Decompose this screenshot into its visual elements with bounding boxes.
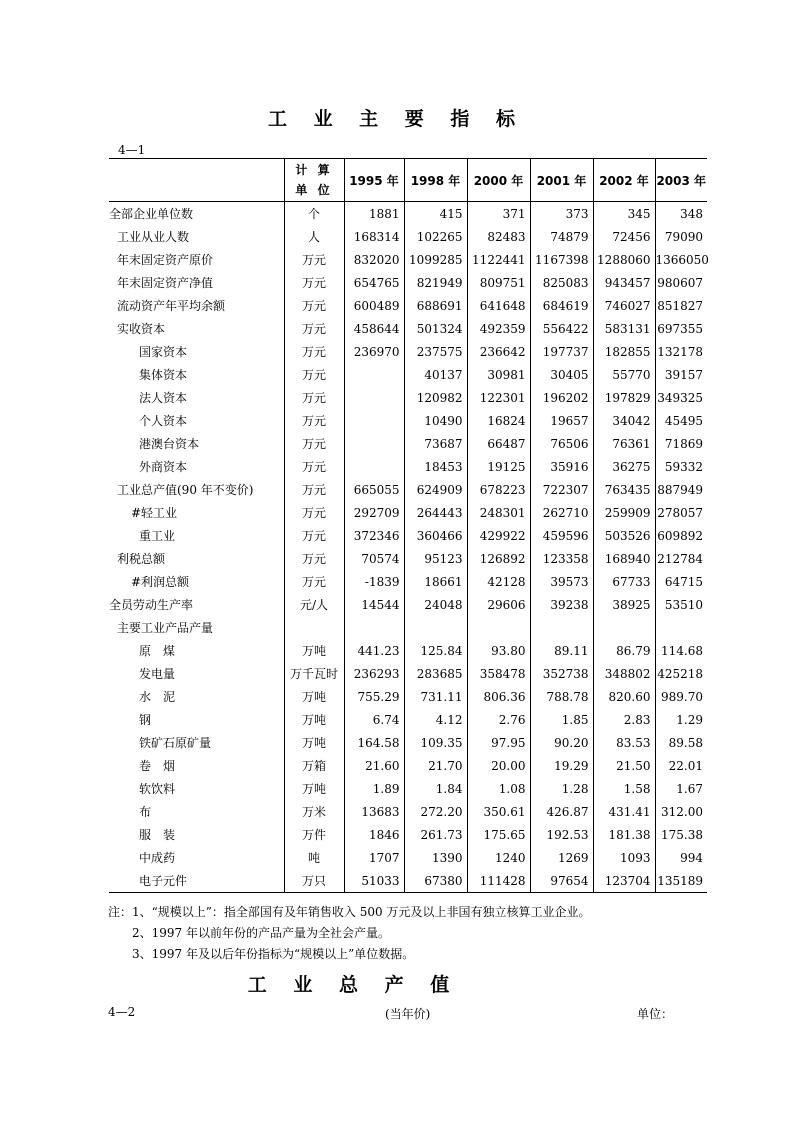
cell-value: 654765 — [344, 271, 404, 294]
year-header: 2000 年 — [467, 159, 530, 202]
cell-value: 851827 — [655, 294, 707, 317]
cell-value: 788.78 — [530, 685, 593, 708]
table-row — [109, 685, 707, 708]
cell-value: 67733 — [593, 570, 655, 593]
cell-value: 236293 — [344, 662, 404, 685]
cell-value: 1.89 — [344, 777, 404, 800]
table-header-row — [109, 159, 707, 202]
cell-value: 114.68 — [655, 639, 707, 662]
row-unit: 万吨 — [284, 777, 344, 800]
table-row — [109, 616, 707, 639]
cell-value: 21.60 — [344, 754, 404, 777]
cell-value: 1846 — [344, 823, 404, 846]
cell-value: 59332 — [655, 455, 707, 478]
unit-header-line1: 计 算 — [295, 163, 333, 177]
row-unit: 人 — [284, 225, 344, 248]
cell-value: 30405 — [530, 363, 593, 386]
cell-value: 86.79 — [593, 639, 655, 662]
cell-value: 348 — [655, 202, 707, 226]
row-label: #轻工业 — [131, 506, 178, 520]
table-row — [109, 248, 707, 271]
cell-value: 175.38 — [655, 823, 707, 846]
cell-value: 95123 — [404, 547, 467, 570]
table-row — [109, 708, 707, 731]
cell-value: 22.01 — [655, 754, 707, 777]
cell-value: 4.12 — [404, 708, 467, 731]
table-row — [109, 593, 707, 616]
cell-value: 97654 — [530, 869, 593, 893]
cell-value: 38925 — [593, 593, 655, 616]
cell-value: 20.00 — [467, 754, 530, 777]
row-unit: 万元 — [284, 478, 344, 501]
row-label: 卷 烟 — [139, 759, 176, 773]
indicator-table — [109, 158, 707, 893]
cell-value: 83.53 — [593, 731, 655, 754]
row-label: 布 — [139, 805, 152, 819]
row-label: 中成药 — [139, 851, 176, 865]
cell-value — [404, 616, 467, 639]
cell-value: 76361 — [593, 432, 655, 455]
row-label: 法人资本 — [139, 391, 188, 405]
row-unit: 万元 — [284, 386, 344, 409]
row-unit: 万吨 — [284, 685, 344, 708]
cell-value: 345 — [593, 202, 655, 226]
cell-value: 1099285 — [404, 248, 467, 271]
cell-value: 39238 — [530, 593, 593, 616]
table-row — [109, 570, 707, 593]
cell-value: 1240 — [467, 846, 530, 869]
cell-value: 665055 — [344, 478, 404, 501]
unit-header-line2: 单 位 — [295, 183, 333, 197]
table-row — [109, 524, 707, 547]
cell-value: 600489 — [344, 294, 404, 317]
cell-value — [344, 432, 404, 455]
year-header: 2001 年 — [530, 159, 593, 202]
cell-value: 248301 — [467, 501, 530, 524]
cell-value: 19657 — [530, 409, 593, 432]
row-label: 全部企业单位数 — [109, 207, 194, 221]
cell-value: 1.08 — [467, 777, 530, 800]
cell-value: 182855 — [593, 340, 655, 363]
cell-value — [344, 363, 404, 386]
cell-value: 441.23 — [344, 639, 404, 662]
table-row — [109, 501, 707, 524]
row-label: 钢 — [139, 713, 152, 727]
cell-value: 53510 — [655, 593, 707, 616]
cell-value: 556422 — [530, 317, 593, 340]
note-line: 2、1997 年以前年份的产品产量为全社会产量。 — [132, 926, 390, 940]
table-row — [109, 455, 707, 478]
cell-value: 122301 — [467, 386, 530, 409]
cell-value: 19.29 — [530, 754, 593, 777]
table-row — [109, 432, 707, 455]
cell-value: 1122441 — [467, 248, 530, 271]
row-label: 年末固定资产原价 — [117, 253, 214, 267]
cell-value: 34042 — [593, 409, 655, 432]
cell-value: 13683 — [344, 800, 404, 823]
year-header: 2002 年 — [593, 159, 655, 202]
cell-value: 688691 — [404, 294, 467, 317]
cell-value: 459596 — [530, 524, 593, 547]
row-label: 服 装 — [139, 828, 176, 842]
row-label: 重工业 — [139, 529, 176, 543]
cell-value: 262710 — [530, 501, 593, 524]
cell-value: 292709 — [344, 501, 404, 524]
cell-value: 196202 — [530, 386, 593, 409]
cell-value: 722307 — [530, 478, 593, 501]
table-row — [109, 317, 707, 340]
row-label: 外商资本 — [139, 460, 188, 474]
cell-value: 72456 — [593, 225, 655, 248]
cell-value: 609892 — [655, 524, 707, 547]
row-unit: 万元 — [284, 547, 344, 570]
row-unit: 万元 — [284, 432, 344, 455]
table-row — [109, 363, 707, 386]
cell-value: 55770 — [593, 363, 655, 386]
cell-value: 73687 — [404, 432, 467, 455]
cell-value: 349325 — [655, 386, 707, 409]
cell-value: 371 — [467, 202, 530, 226]
row-label: 工业从业人数 — [117, 230, 190, 244]
year-header: 2003 年 — [655, 159, 707, 202]
row-label: 实收资本 — [117, 322, 166, 336]
cell-value: 352738 — [530, 662, 593, 685]
cell-value: 192.53 — [530, 823, 593, 846]
table-row — [109, 662, 707, 685]
cell-value: 126892 — [467, 547, 530, 570]
cell-value: 18453 — [404, 455, 467, 478]
page-title: 工 业 主 要 指 标 — [267, 108, 526, 130]
row-label: 水 泥 — [139, 690, 176, 704]
cell-value: 1288060 — [593, 248, 655, 271]
cell-value: 429922 — [467, 524, 530, 547]
row-label: 全员劳动生产率 — [109, 598, 194, 612]
cell-value: 40137 — [404, 363, 467, 386]
table-row — [109, 869, 707, 893]
cell-value: 30981 — [467, 363, 530, 386]
row-label: 工业总产值(90 年不变价) — [117, 483, 254, 497]
row-unit: 万元 — [284, 524, 344, 547]
cell-value: 1.58 — [593, 777, 655, 800]
cell-value: 82483 — [467, 225, 530, 248]
cell-value: 348802 — [593, 662, 655, 685]
cell-value: 458644 — [344, 317, 404, 340]
cell-value: 492359 — [467, 317, 530, 340]
row-unit — [284, 616, 344, 639]
row-unit: 万只 — [284, 869, 344, 893]
cell-value: 350.61 — [467, 800, 530, 823]
cell-value: 89.58 — [655, 731, 707, 754]
cell-value: 832020 — [344, 248, 404, 271]
cell-value: 358478 — [467, 662, 530, 685]
cell-value: 212784 — [655, 547, 707, 570]
cell-value: 39157 — [655, 363, 707, 386]
cell-value: 1.28 — [530, 777, 593, 800]
cell-value: 18661 — [404, 570, 467, 593]
cell-value — [467, 616, 530, 639]
cell-value: 125.84 — [404, 639, 467, 662]
row-label: 利税总额 — [117, 552, 166, 566]
cell-value: 501324 — [404, 317, 467, 340]
table-row — [109, 823, 707, 846]
table-row — [109, 409, 707, 432]
cell-value: 678223 — [467, 478, 530, 501]
row-label: 原 煤 — [139, 644, 176, 658]
cell-value: 42128 — [467, 570, 530, 593]
cell-value: 74879 — [530, 225, 593, 248]
cell-value — [344, 409, 404, 432]
cell-value: 1881 — [344, 202, 404, 226]
cell-value: 1707 — [344, 846, 404, 869]
cell-value: 90.20 — [530, 731, 593, 754]
table-row — [109, 294, 707, 317]
section2-unit-label: 单位： — [637, 1007, 674, 1021]
cell-value: 809751 — [467, 271, 530, 294]
section2-title: 工 业 总 产 值 — [247, 974, 460, 996]
cell-value: 624909 — [404, 478, 467, 501]
table-row — [109, 754, 707, 777]
cell-value: 237575 — [404, 340, 467, 363]
row-label: 发电量 — [139, 667, 176, 681]
cell-value: 36275 — [593, 455, 655, 478]
cell-value: 1093 — [593, 846, 655, 869]
cell-value: 181.38 — [593, 823, 655, 846]
cell-value: 67380 — [404, 869, 467, 893]
cell-value: 373 — [530, 202, 593, 226]
cell-value — [344, 616, 404, 639]
row-label: 国家资本 — [139, 345, 188, 359]
cell-value: 943457 — [593, 271, 655, 294]
cell-value: 503526 — [593, 524, 655, 547]
table-row — [109, 202, 707, 226]
cell-value: 132178 — [655, 340, 707, 363]
cell-value: 111428 — [467, 869, 530, 893]
cell-value: 123704 — [593, 869, 655, 893]
row-label: 铁矿石原矿量 — [139, 736, 212, 750]
row-unit: 万元 — [284, 363, 344, 386]
cell-value: 35916 — [530, 455, 593, 478]
cell-value: 2.83 — [593, 708, 655, 731]
cell-value: 1269 — [530, 846, 593, 869]
row-label: 个人资本 — [139, 414, 188, 428]
cell-value: 641648 — [467, 294, 530, 317]
cell-value: 283685 — [404, 662, 467, 685]
cell-value: 109.35 — [404, 731, 467, 754]
row-unit: 元/人 — [284, 593, 344, 616]
cell-value: 19125 — [467, 455, 530, 478]
cell-value: 1390 — [404, 846, 467, 869]
cell-value: 168940 — [593, 547, 655, 570]
section2-table-number: 4—2 — [108, 1005, 136, 1019]
cell-value: 264443 — [404, 501, 467, 524]
cell-value: 763435 — [593, 478, 655, 501]
cell-value: 583131 — [593, 317, 655, 340]
cell-value: 120982 — [404, 386, 467, 409]
table-row — [109, 340, 707, 363]
row-label: #利润总额 — [131, 575, 190, 589]
cell-value: 21.50 — [593, 754, 655, 777]
cell-value: 66487 — [467, 432, 530, 455]
table-row — [109, 478, 707, 501]
indicator-header — [109, 159, 284, 202]
cell-value: 16824 — [467, 409, 530, 432]
table-row — [109, 639, 707, 662]
cell-value: 825083 — [530, 271, 593, 294]
table-row — [109, 731, 707, 754]
cell-value: 261.73 — [404, 823, 467, 846]
table-number: 4—1 — [118, 143, 146, 157]
table-row — [109, 225, 707, 248]
table-row — [109, 271, 707, 294]
cell-value: 236642 — [467, 340, 530, 363]
cell-value: 14544 — [344, 593, 404, 616]
cell-value: 431.41 — [593, 800, 655, 823]
cell-value: 1.67 — [655, 777, 707, 800]
cell-value: 39573 — [530, 570, 593, 593]
cell-value: 21.70 — [404, 754, 467, 777]
row-label: 集体资本 — [139, 368, 188, 382]
row-unit: 万元 — [284, 317, 344, 340]
cell-value: 372346 — [344, 524, 404, 547]
year-header: 1995 年 — [344, 159, 404, 202]
cell-value — [344, 455, 404, 478]
row-label: 港澳台资本 — [139, 437, 200, 451]
cell-value: 135189 — [655, 869, 707, 893]
cell-value: 71869 — [655, 432, 707, 455]
row-unit: 万件 — [284, 823, 344, 846]
cell-value: 731.11 — [404, 685, 467, 708]
cell-value: 415 — [404, 202, 467, 226]
cell-value: -1839 — [344, 570, 404, 593]
cell-value: 24048 — [404, 593, 467, 616]
note-line: 3、1997 年及以后年份指标为“规模以上”单位数据。 — [132, 947, 415, 961]
cell-value: 278057 — [655, 501, 707, 524]
cell-value: 2.76 — [467, 708, 530, 731]
unit-header — [284, 159, 344, 202]
note-line: 注：1、“规模以上”：指全部国有及年销售收入 500 万元及以上非国有独立核算工业企业。 — [108, 905, 591, 919]
cell-value: 70574 — [344, 547, 404, 570]
cell-value: 989.70 — [655, 685, 707, 708]
cell-value: 887949 — [655, 478, 707, 501]
cell-value: 197829 — [593, 386, 655, 409]
table-row — [109, 846, 707, 869]
cell-value: 123358 — [530, 547, 593, 570]
cell-value: 272.20 — [404, 800, 467, 823]
row-unit: 吨 — [284, 846, 344, 869]
cell-value — [593, 616, 655, 639]
cell-value: 89.11 — [530, 639, 593, 662]
cell-value: 1366050 — [655, 248, 707, 271]
notes — [108, 902, 590, 965]
cell-value: 6.74 — [344, 708, 404, 731]
row-unit: 万元 — [284, 294, 344, 317]
cell-value: 820.60 — [593, 685, 655, 708]
cell-value: 102265 — [404, 225, 467, 248]
row-unit: 万吨 — [284, 731, 344, 754]
row-unit: 万元 — [284, 501, 344, 524]
cell-value: 93.80 — [467, 639, 530, 662]
table-row — [109, 547, 707, 570]
cell-value: 697355 — [655, 317, 707, 340]
row-unit: 万吨 — [284, 708, 344, 731]
cell-value: 980607 — [655, 271, 707, 294]
section2-price-basis: (当年价) — [385, 1007, 431, 1021]
cell-value: 45495 — [655, 409, 707, 432]
cell-value: 76506 — [530, 432, 593, 455]
cell-value: 168314 — [344, 225, 404, 248]
cell-value: 1167398 — [530, 248, 593, 271]
row-label: 流动资产年平均余额 — [117, 299, 226, 313]
cell-value: 1.29 — [655, 708, 707, 731]
cell-value: 426.87 — [530, 800, 593, 823]
row-label: 年末固定资产净值 — [117, 276, 214, 290]
cell-value: 1.85 — [530, 708, 593, 731]
table-row — [109, 800, 707, 823]
cell-value: 197737 — [530, 340, 593, 363]
cell-value: 164.58 — [344, 731, 404, 754]
row-unit: 万吨 — [284, 639, 344, 662]
cell-value — [344, 386, 404, 409]
cell-value: 64715 — [655, 570, 707, 593]
row-unit: 万元 — [284, 340, 344, 363]
cell-value: 746027 — [593, 294, 655, 317]
row-unit: 万元 — [284, 570, 344, 593]
row-unit: 万元 — [284, 455, 344, 478]
row-unit: 万元 — [284, 271, 344, 294]
cell-value: 1.84 — [404, 777, 467, 800]
cell-value — [530, 616, 593, 639]
row-label: 主要工业产品产量 — [117, 621, 214, 635]
cell-value: 806.36 — [467, 685, 530, 708]
cell-value: 10490 — [404, 409, 467, 432]
cell-value: 236970 — [344, 340, 404, 363]
cell-value: 259909 — [593, 501, 655, 524]
row-unit: 万元 — [284, 409, 344, 432]
cell-value: 821949 — [404, 271, 467, 294]
year-header: 1998 年 — [404, 159, 467, 202]
cell-value — [655, 616, 707, 639]
cell-value: 994 — [655, 846, 707, 869]
row-unit: 个 — [284, 202, 344, 226]
row-unit: 万元 — [284, 248, 344, 271]
cell-value: 175.65 — [467, 823, 530, 846]
cell-value: 312.00 — [655, 800, 707, 823]
cell-value: 97.95 — [467, 731, 530, 754]
row-unit: 万千瓦时 — [284, 662, 344, 685]
cell-value: 51033 — [344, 869, 404, 893]
cell-value: 684619 — [530, 294, 593, 317]
cell-value: 79090 — [655, 225, 707, 248]
table-row — [109, 386, 707, 409]
table-row — [109, 777, 707, 800]
row-label: 软饮料 — [139, 782, 176, 796]
row-label: 电子元件 — [109, 869, 284, 893]
row-unit: 万米 — [284, 800, 344, 823]
row-unit: 万箱 — [284, 754, 344, 777]
cell-value: 360466 — [404, 524, 467, 547]
cell-value: 425218 — [655, 662, 707, 685]
cell-value: 755.29 — [344, 685, 404, 708]
cell-value: 29606 — [467, 593, 530, 616]
